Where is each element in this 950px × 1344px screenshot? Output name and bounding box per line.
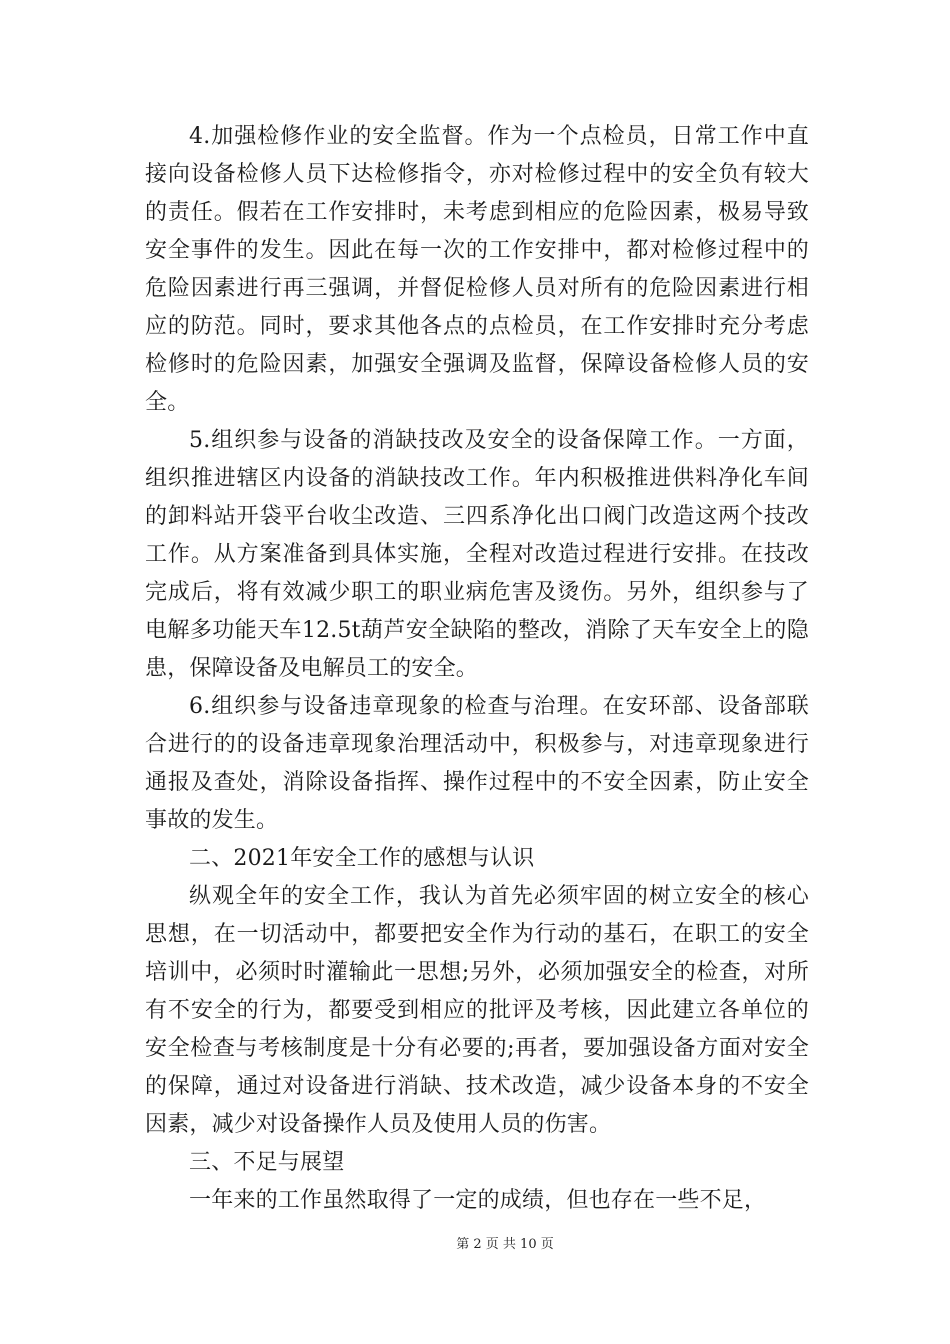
paragraph-item-5: 5.组织参与设备的消缺技改及安全的设备保障工作。一方面，组织推进辖区内设备的消缺技改工作。年内积极推进供料净化车间的卸料站开袋平台收尘改造、三四系净化出口阀门改造这两个技改工作。从方案准备到具体实施，全程对改造过程进行安排。在技改完成后，将有效减少职工的职业病危害及烫伤。另外，组织参与了电解多功能天车12.5t葫芦安全缺陷的整改，消除了天车安全上的隐患，保障设备及电解员工的安全。 [145, 428, 809, 681]
document-body [145, 118, 809, 1220]
section-3-paragraph: 一年来的工作虽然取得了一定的成绩，但也存在一些不足， [189, 1188, 767, 1213]
section-2-paragraph: 纵观全年的安全工作，我认为首先必须牢固的树立安全的核心思想，在一切活动中，都要把安全作为行动的基石，在职工的安全培训中，必须时时灌输此一思想;另外，必须加强安全的检查，对所有不安全的行为，都要受到相应的批评及考核，因此建立各单位的安全检查与考核制度是十分有必要的;再者，要加强设备方面对安全的保障，通过对设备进行消缺、技术改造，减少设备本身的不安全因素，减少对设备操作人员及使用人员的伤害。 [145, 884, 809, 1137]
page-number-footer: 第 2 页 共 10 页 [456, 1237, 554, 1252]
section-heading-3: 三、不足与展望 [189, 1150, 345, 1175]
paragraph-item-6: 6.组织参与设备违章现象的检查与治理。在安环部、设备部联合进行的的设备违章现象治理活动中，积极参与，对违章现象进行通报及查处，消除设备指挥、操作过程中的不安全因素，防止安全事故的发生。 [145, 694, 809, 833]
section-heading-2: 二、2021年安全工作的感想与认识 [189, 846, 535, 871]
paragraph-item-4: 4.加强检修作业的安全监督。作为一个点检员，日常工作中直接向设备检修人员下达检修指令，亦对检修过程中的安全负有较大的责任。假若在工作安排时，未考虑到相应的危险因素，极易导致安全事件的发生。因此在每一次的工作安排中，都对检修过程中的危险因素进行再三强调，并督促检修人员对所有的危险因素进行相应的防范。同时，要求其他各点的点检员，在工作安排时充分考虑检修时的危险因素，加强安全强调及监督，保障设备检修人员的安全。 [145, 124, 809, 415]
